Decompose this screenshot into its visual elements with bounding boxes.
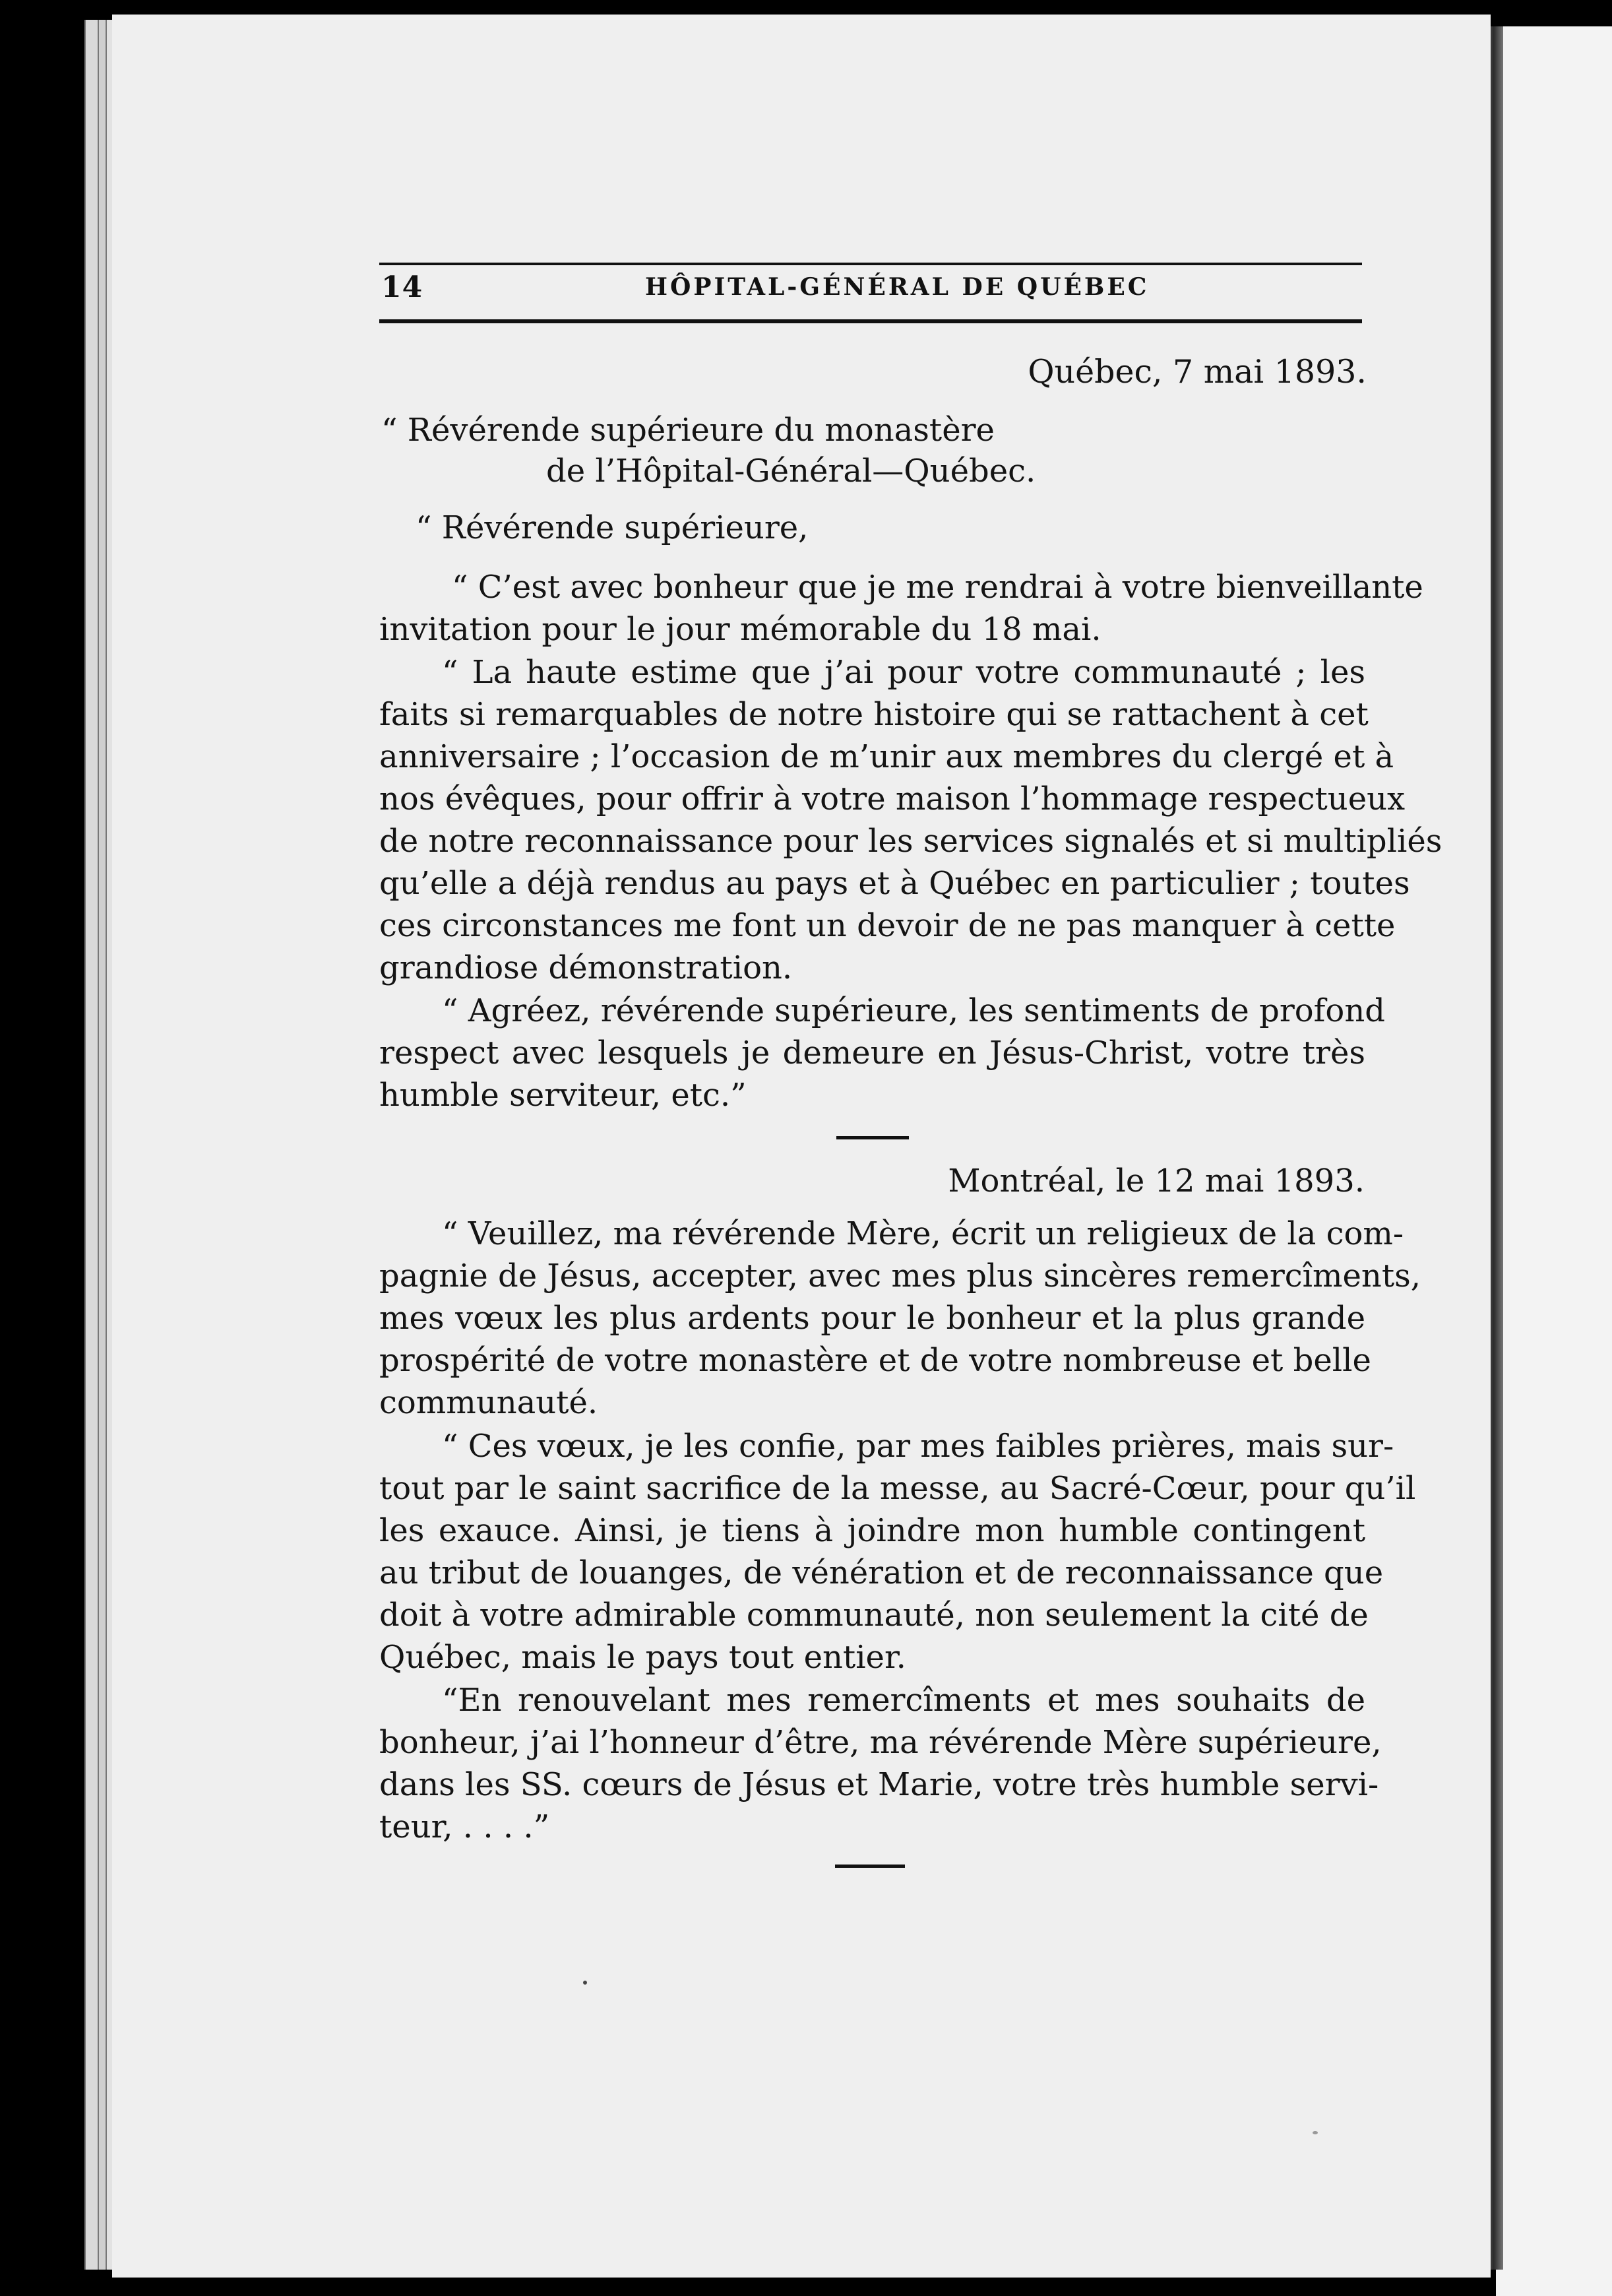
text-line: pagnie de Jésus, accepter, avec mes plus sincères remercîments, <box>379 1258 1421 1294</box>
text-line: au tribut de louanges, de vénération et de reconnaissance que <box>379 1554 1384 1591</box>
letter2-paragraph-3 <box>379 1679 1382 1848</box>
letter2-dateline: Montréal, le 12 mai 1893. <box>948 1163 1365 1199</box>
text-line: bonheur, j’ai l’honneur d’être, ma révérende Mère supérieure, <box>379 1724 1382 1761</box>
letter1-dateline: Québec, 7 mai 1893. <box>1028 353 1367 391</box>
text-line: ces circonstances me font un devoir de ne pas manquer à cette <box>379 907 1396 944</box>
header-top-rule <box>379 263 1362 265</box>
text-line: tout par le saint sacrifice de la messe, au Sacré-Cœur, pour qu’il <box>379 1470 1416 1507</box>
text-line: “ Veuillez, ma révérende Mère, écrit un religieux de la com- <box>442 1215 1404 1252</box>
text-line: anniversaire ; l’occasion de m’unir aux membres du clergé et à <box>379 738 1394 775</box>
letter2-paragraph-1 <box>379 1213 1421 1424</box>
section-separator <box>835 1865 905 1868</box>
page-header <box>381 271 1357 310</box>
letter1-salutation: “ Révérende supérieure, <box>416 509 809 546</box>
letter1-address-line1: “ Révérende supérieure du monastère <box>381 412 995 449</box>
text-line: respect avec lesquels je demeure en Jésus-Christ, votre très <box>379 1035 1365 1071</box>
text-line: humble serviteur, etc.” <box>379 1077 747 1114</box>
text-line: invitation pour le jour mémorable du 18 mai. <box>379 611 1101 648</box>
text-line: “En renouvelant mes remercîments et mes souhaits de <box>442 1682 1365 1719</box>
letter1-paragraph-3 <box>379 990 1385 1116</box>
header-bottom-rule <box>379 319 1362 323</box>
letter2-paragraph-2 <box>379 1425 1416 1678</box>
page-number: 14 <box>381 271 423 304</box>
text-line: qu’elle a déjà rendus au pays et à Québec en particulier ; toutes <box>379 865 1410 902</box>
text-line: de notre reconnaissance pour les services signalés et si multipliés <box>379 823 1442 860</box>
text-line: nos évêques, pour offrir à votre maison l’hommage respectueux <box>379 781 1406 817</box>
letter1-paragraph-1 <box>379 566 1423 651</box>
text-line: mes vœux les plus ardents pour le bonheur et la plus grande <box>379 1300 1365 1337</box>
facing-page <box>1496 26 1612 2296</box>
text-line: dans les SS. cœurs de Jésus et Marie, votre très humble servi- <box>379 1766 1379 1803</box>
text-line: grandiose démonstration. <box>379 949 793 986</box>
running-title: HÔPITAL-GÉNÉRAL DE QUÉBEC <box>645 273 1150 301</box>
letter1-address-line2: de l’Hôpital-Général—Québec. <box>546 453 1036 490</box>
scan-speck <box>1313 2131 1318 2134</box>
text-line: Québec, mais le pays tout entier. <box>379 1639 906 1676</box>
text-line: doit à votre admirable communauté, non seulement la cité de <box>379 1597 1369 1634</box>
scan-speck <box>583 1981 587 1985</box>
text-line: prospérité de votre monastère et de votre nombreuse et belle <box>379 1342 1371 1379</box>
text-line: “ C’est avec bonheur que je me rendrai à votre bienveillante <box>452 569 1423 606</box>
text-line: communauté. <box>379 1384 598 1421</box>
text-line: “ Agréez, révérende supérieure, les sentiments de profond <box>442 992 1385 1029</box>
text-line: “ Ces vœux, je les confie, par mes faibles prières, mais sur- <box>442 1428 1394 1465</box>
text-line: teur, . . . .” <box>379 1808 550 1845</box>
letter1-paragraph-2 <box>379 651 1442 989</box>
text-line: les exauce. Ainsi, je tiens à joindre mon humble contingent <box>379 1512 1365 1549</box>
text-line: faits si remarquables de notre histoire qui se rattachent à cet <box>379 696 1369 733</box>
text-line: “ La haute estime que j’ai pour votre communauté ; les <box>442 654 1365 691</box>
section-separator <box>836 1136 909 1139</box>
